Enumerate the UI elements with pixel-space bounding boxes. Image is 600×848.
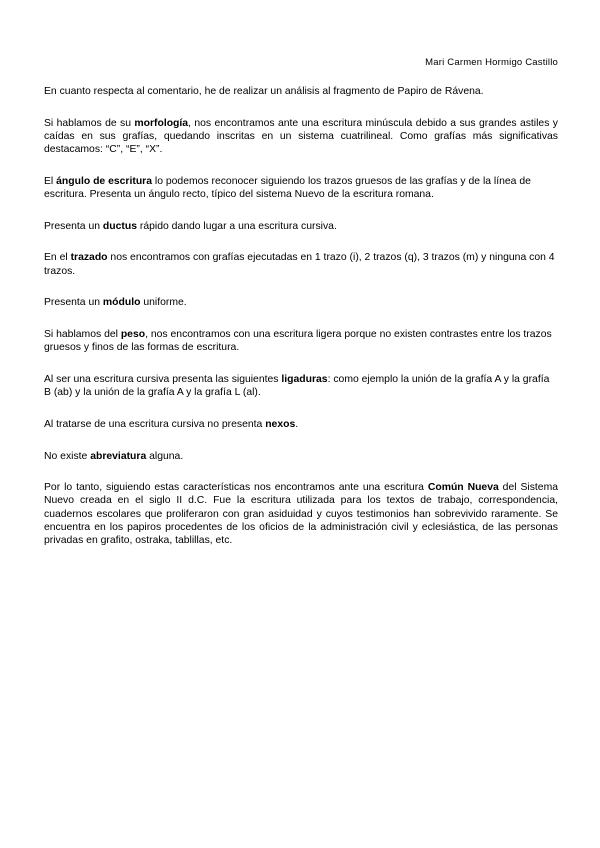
- paragraph-modulo: [44, 296, 558, 309]
- text-segment: rápido dando lugar a una escritura cursiva.: [136, 220, 337, 232]
- text-segment: No existe: [44, 450, 91, 462]
- paragraph-peso: [44, 328, 558, 354]
- text-segment: nos encontramos con grafías ejecutadas en 1 trazo (i), 2 trazos (q), 3 trazos (m) y ninguna con 4 trazos.: [44, 252, 555, 277]
- bold-term: Común Nueva: [427, 482, 499, 494]
- bold-term: ductus: [102, 220, 137, 232]
- bold-term: abreviatura: [90, 450, 147, 462]
- text-segment: Por lo tanto, siguiendo estas características nos encontramos ante una escritura: [44, 482, 428, 494]
- text-segment: Al ser una escritura cursiva presenta las siguientes: [44, 373, 282, 385]
- text-segment: , nos encontramos con una escritura ligera porque no existen contrastes entre los trazos gruesos y finos de las formas de escritura.: [44, 329, 552, 354]
- author-header: Mari Carmen Hormigo Castillo: [425, 57, 558, 68]
- bold-term: peso: [120, 329, 146, 341]
- text-segment: Presenta un: [44, 220, 103, 232]
- text-segment: lo podemos reconocer siguiendo los trazos gruesos de las grafías y de la línea de escritura. Presenta un ángulo recto, típico del sistema Nuevo de la escritura romana.: [44, 175, 531, 201]
- text-segment: Al tratarse de una escritura cursiva no presenta: [44, 418, 266, 430]
- text-segment: .: [295, 418, 299, 430]
- paragraph-ductus: [44, 220, 558, 233]
- paragraph-morfologia: [44, 117, 558, 157]
- text-segment: uniforme.: [140, 297, 187, 309]
- text-segment: Presenta un: [44, 297, 103, 309]
- paragraph-abreviatura: [44, 450, 558, 463]
- text-segment: Si hablamos del: [44, 329, 121, 341]
- bold-term: ángulo de escritura: [56, 175, 152, 187]
- bold-term: ligaduras: [281, 373, 328, 385]
- text-segment: alguna.: [146, 450, 184, 462]
- bold-term: morfología: [134, 117, 189, 129]
- text-segment: : como ejemplo la unión de la grafía A y la grafía B (ab) y la unión de la grafía A y la grafía L (al).: [44, 373, 550, 399]
- paragraph-ligaduras: [44, 373, 558, 399]
- text-segment: del Sistema Nuevo creada en el siglo II d.C. Fue la escritura utilizada para los textos de trabajo, correspondencia, cuadernos escolares que proliferaron con gran asiduidad y cuyos testimonios han sobrevivido raramente. Se encuentra en los papiros procedentes de los oficios de la administración civil y eclesiástica, de las personas privadas en grafito, ostraka, tablillas, etc.: [44, 482, 558, 547]
- text-segment: En cuanto respecta al comentario, he de realizar un análisis al fragmento de Papiro de Rávena.: [44, 86, 484, 97]
- document-body: [44, 85, 558, 566]
- paragraph-nexos: [44, 418, 558, 431]
- bold-term: nexos: [265, 418, 296, 430]
- text-segment: El: [44, 175, 57, 187]
- paragraph-conclusion: [44, 481, 558, 547]
- paragraph-trazado: [44, 251, 558, 277]
- paragraph-angulo: [44, 175, 558, 201]
- bold-term: trazado: [70, 252, 108, 264]
- text-segment: , nos encontramos ante una escritura minúscula debido a sus grandes astiles y caídas en sus grafías, quedando inscritas en un sistema cuatrilineal. Como grafías más significativas destacamos: “C”, “E”, “X”.: [44, 117, 558, 156]
- paragraph-intro: [44, 85, 558, 98]
- text-segment: En el: [44, 252, 71, 264]
- text-segment: Si hablamos de su: [44, 117, 135, 129]
- bold-term: módulo: [102, 297, 141, 309]
